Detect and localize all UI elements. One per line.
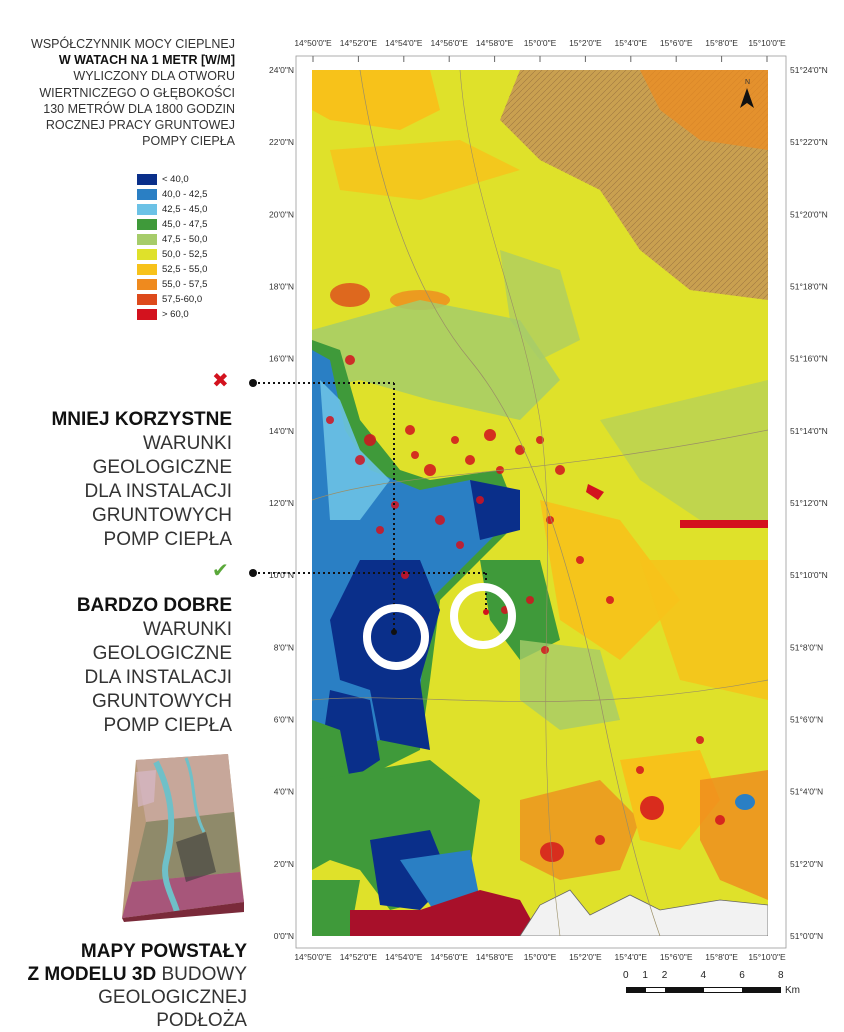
bottom-longitude-label: 14°54'0"E <box>385 952 423 962</box>
legend-label: 47,5 - 50,0 <box>162 234 208 245</box>
north-label: N <box>745 79 751 86</box>
hotspot <box>345 355 355 365</box>
hotspot <box>411 451 419 459</box>
right-latitude-label: 51°10'0"N <box>790 570 828 581</box>
left-latitude-label: 10'0"N <box>269 570 294 581</box>
legend-label: 45,0 - 47,5 <box>162 219 208 230</box>
hotspot <box>435 515 445 525</box>
legend-label: 55,0 - 57,5 <box>162 279 208 290</box>
legend-label: > 60,0 <box>162 309 189 320</box>
callout-heading: MNIEJ KORZYSTNE <box>51 409 232 430</box>
callout-line: DLA INSTALACJI <box>84 481 232 502</box>
top-longitude-label: 15°10'0"E <box>748 38 786 48</box>
left-latitude-label: 12'0"N <box>269 498 294 508</box>
leader-dot <box>249 569 257 577</box>
footer-line: GEOLOGICZNEJ PODŁOŻA <box>98 987 247 1031</box>
top-longitude-label: 15°4'0"E <box>614 38 648 48</box>
hotspot <box>326 416 334 424</box>
callout-line: GRUNTOWYCH <box>91 505 232 526</box>
legend-label: 40,0 - 42,5 <box>162 189 208 200</box>
legend-label: 50,0 - 52,5 <box>162 249 208 260</box>
right-latitude-label: 51°20'0"N <box>790 209 828 220</box>
hotspot <box>515 445 525 455</box>
scale-tick-label: 2 <box>661 970 668 981</box>
right-latitude-label: 51°8'0"N <box>790 642 824 653</box>
map-raster <box>312 70 768 936</box>
right-latitude-label: 51°6'0"N <box>790 714 824 725</box>
hotspot <box>715 815 725 825</box>
legend-label: 42,5 - 45,0 <box>162 204 208 215</box>
scale-unit: Km <box>785 985 800 996</box>
callout-line: WARUNKI GEOLOGICZNE <box>92 433 232 478</box>
left-latitude-label: 0'0"N <box>273 931 294 941</box>
hotspot <box>555 465 565 475</box>
top-longitude-label: 14°54'0"E <box>385 38 423 48</box>
hotspot <box>606 596 614 604</box>
hotspot <box>541 646 549 654</box>
hotspot <box>484 429 496 441</box>
title-line: WIERTNICZEGO O GŁĘBOKOŚCI <box>39 85 235 100</box>
top-longitude-label: 14°56'0"E <box>430 38 468 48</box>
right-latitude-label: 51°14'0"N <box>790 425 828 436</box>
hotspot <box>456 541 464 549</box>
hotspot <box>696 736 704 744</box>
title-line: ROCZNEJ PRACY GRUNTOWEJ <box>45 118 235 133</box>
leader-end-dot <box>483 609 489 615</box>
top-longitude-label: 15°8'0"E <box>705 38 738 48</box>
bottom-longitude-label: 15°2'0"E <box>569 952 602 962</box>
left-latitude-label: 6'0"N <box>273 714 294 725</box>
right-latitude-label: 51°18'0"N <box>790 281 828 292</box>
check-icon: ✔ <box>212 560 229 582</box>
bottom-longitude-label: 15°8'0"E <box>705 952 738 962</box>
title-line: POMPY CIEPŁA <box>142 134 235 149</box>
footer-line: MAPY POWSTAŁY <box>80 941 247 962</box>
leader-dot <box>249 379 257 387</box>
leader-end-dot <box>391 629 397 635</box>
right-latitude-label: 51°2'0"N <box>790 858 824 869</box>
top-longitude-label: 15°6'0"E <box>659 38 693 48</box>
hotspot <box>465 455 475 465</box>
scale-bar-graphic <box>626 987 781 993</box>
top-longitude-label: 15°0'0"E <box>523 38 557 48</box>
scale-tick-label: 4 <box>700 970 707 981</box>
footer-line: Z MODELU 3D BUDOWY <box>27 964 247 985</box>
left-latitude-label: 20'0"N <box>269 209 294 220</box>
left-latitude-label: 16'0"N <box>269 353 294 364</box>
bottom-longitude-label: 14°56'0"E <box>430 952 468 962</box>
title-line: WSPÓŁCZYNNIK MOCY CIEPLNEJ <box>31 37 235 51</box>
left-latitude-label: 22'0"N <box>269 137 294 148</box>
hotspot <box>364 434 376 446</box>
right-latitude-label: 51°22'0"N <box>790 137 828 148</box>
title-line: 130 METRÓW DLA 1800 GODZIN <box>43 101 235 116</box>
bottom-longitude-label: 15°6'0"E <box>659 952 693 962</box>
right-latitude-label: 51°0'0"N <box>790 931 824 941</box>
hotspot <box>424 464 436 476</box>
title-line-bold: W WATACH NA 1 METR [W/M] <box>58 53 235 68</box>
bottom-longitude-label: 14°58'0"E <box>475 952 514 962</box>
scale-tick-label: 6 <box>739 970 745 981</box>
left-latitude-label: 14'0"N <box>269 425 294 436</box>
legend-label: 57,5-60,0 <box>162 294 203 305</box>
scale-tick-label: 1 <box>642 970 648 981</box>
hotspot <box>476 496 484 504</box>
callout-line: GRUNTOWYCH <box>91 691 232 712</box>
bottom-longitude-label: 15°10'0"E <box>748 952 786 962</box>
hotspot <box>636 766 644 774</box>
top-longitude-label: 14°58'0"E <box>475 38 514 48</box>
right-latitude-label: 51°24'0"N <box>790 65 828 75</box>
title-line: WYLICZONY DLA OTWORU <box>73 69 235 84</box>
cross-icon: ✖ <box>212 370 229 392</box>
top-longitude-label: 14°52'0"E <box>339 38 378 48</box>
callout-line: DLA INSTALACJI <box>84 667 232 688</box>
hotspot <box>405 425 415 435</box>
legend-label: < 40,0 <box>162 174 189 185</box>
legend-label: 52,5 - 55,0 <box>162 264 208 275</box>
bottom-longitude-label: 14°50'0"E <box>294 952 332 962</box>
top-longitude-label: 15°2'0"E <box>569 38 602 48</box>
right-latitude-label: 51°4'0"N <box>790 786 824 797</box>
left-latitude-label: 2'0"N <box>273 858 294 869</box>
callout-heading: BARDZO DOBRE <box>76 595 232 616</box>
hotspot <box>595 835 605 845</box>
hotspot <box>355 455 365 465</box>
bottom-longitude-label: 14°52'0"E <box>339 952 378 962</box>
callout-line: POMP CIEPŁA <box>103 529 232 550</box>
callout-line: WARUNKI GEOLOGICZNE <box>92 619 232 664</box>
scale-tick-label: 0 <box>623 970 629 981</box>
hotspot <box>451 436 459 444</box>
hotspot <box>576 556 584 564</box>
scale-tick-label: 8 <box>778 970 784 981</box>
bottom-longitude-label: 15°0'0"E <box>523 952 557 962</box>
hotspot <box>376 526 384 534</box>
left-latitude-label: 18'0"N <box>269 281 294 292</box>
callout-line: POMP CIEPŁA <box>103 715 232 736</box>
left-latitude-label: 8'0"N <box>273 642 294 653</box>
left-latitude-label: 24'0"N <box>269 65 294 75</box>
right-latitude-label: 51°16'0"N <box>790 353 828 364</box>
right-latitude-label: 51°12'0"N <box>790 498 828 508</box>
top-longitude-label: 14°50'0"E <box>294 38 332 48</box>
scale-bar <box>620 970 820 1010</box>
left-latitude-label: 4'0"N <box>273 786 294 797</box>
bottom-longitude-label: 15°4'0"E <box>614 952 648 962</box>
hotspot <box>526 596 534 604</box>
